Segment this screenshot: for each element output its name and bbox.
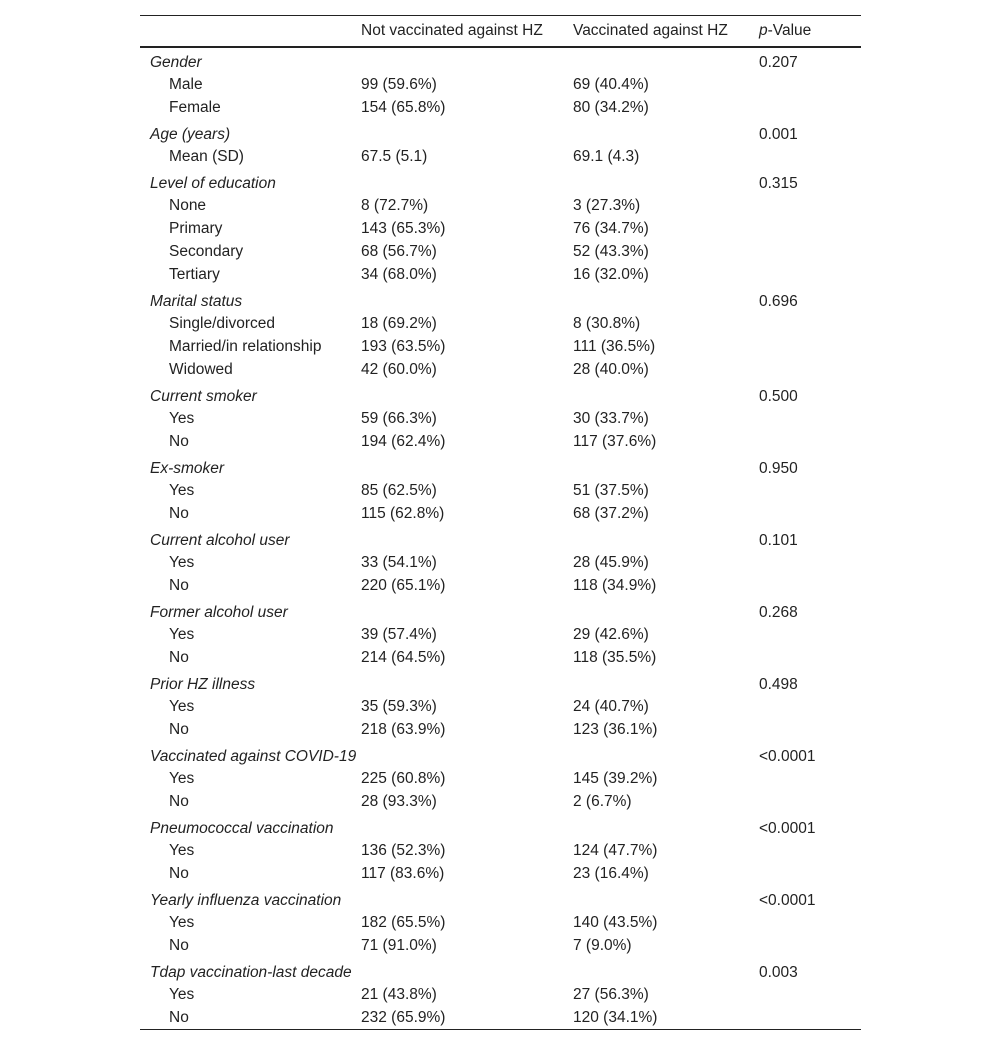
vaccinated-value: 118 (34.9%) — [573, 576, 657, 594]
row-label: Male — [169, 75, 203, 93]
empty-cell — [573, 957, 759, 983]
group-row — [140, 119, 861, 145]
row-label: No — [169, 576, 189, 594]
table-row — [140, 73, 861, 96]
p-value: 0.950 — [759, 460, 798, 477]
empty-cell — [759, 934, 861, 957]
not-vaccinated-value: 214 (64.5%) — [361, 648, 446, 666]
empty-cell — [573, 597, 759, 623]
group-row — [140, 669, 861, 695]
empty-cell — [759, 240, 861, 263]
table-row — [140, 862, 861, 885]
vaccinated-value: 68 (37.2%) — [573, 504, 649, 522]
empty-cell — [361, 286, 573, 312]
empty-cell — [759, 646, 861, 669]
row-label: Yes — [169, 697, 195, 715]
table-header — [140, 16, 861, 48]
vaccinated-value: 123 (36.1%) — [573, 720, 658, 738]
p-value: 0.101 — [759, 532, 798, 549]
vaccinated-value: 27 (56.3%) — [573, 985, 649, 1003]
empty-cell — [361, 885, 573, 911]
not-vaccinated-value: 182 (65.5%) — [361, 913, 446, 931]
empty-cell — [573, 381, 759, 407]
row-label: No — [169, 648, 189, 666]
table-row — [140, 767, 861, 790]
empty-cell — [361, 453, 573, 479]
empty-cell — [573, 453, 759, 479]
empty-cell — [361, 47, 573, 73]
empty-cell — [573, 669, 759, 695]
row-label: No — [169, 792, 189, 810]
vaccinated-value: 28 (40.0%) — [573, 360, 649, 378]
characteristics-table — [140, 15, 861, 1030]
group-label: Marital status — [150, 293, 243, 310]
row-label: Yes — [169, 913, 195, 931]
not-vaccinated-value: 34 (68.0%) — [361, 265, 437, 283]
empty-cell — [361, 741, 573, 767]
group-row — [140, 381, 861, 407]
empty-cell — [573, 741, 759, 767]
p-value: 0.003 — [759, 964, 798, 981]
not-vaccinated-value: 232 (65.9%) — [361, 1008, 446, 1026]
empty-cell — [573, 885, 759, 911]
not-vaccinated-value: 154 (65.8%) — [361, 98, 446, 116]
not-vaccinated-value: 39 (57.4%) — [361, 625, 437, 643]
empty-cell — [573, 168, 759, 194]
group-label: Ex-smoker — [150, 460, 225, 477]
group-label: Gender — [150, 54, 202, 71]
group-row — [140, 168, 861, 194]
p-value: 0.207 — [759, 54, 798, 71]
table-row — [140, 718, 861, 741]
table-row — [140, 145, 861, 168]
not-vaccinated-value: 59 (66.3%) — [361, 409, 437, 427]
vaccinated-value: 23 (16.4%) — [573, 864, 649, 882]
not-vaccinated-value: 85 (62.5%) — [361, 481, 437, 499]
row-label: Secondary — [169, 242, 244, 260]
not-vaccinated-value: 8 (72.7%) — [361, 196, 429, 214]
table-row — [140, 358, 861, 381]
row-label: Yes — [169, 409, 195, 427]
vaccinated-value: 29 (42.6%) — [573, 625, 649, 643]
p-value: <0.0001 — [759, 892, 816, 909]
empty-cell — [759, 358, 861, 381]
row-label: No — [169, 504, 189, 522]
empty-cell — [759, 96, 861, 119]
empty-cell — [759, 862, 861, 885]
vaccinated-value: 145 (39.2%) — [573, 769, 658, 787]
empty-cell — [759, 790, 861, 813]
empty-cell — [759, 839, 861, 862]
vaccinated-value: 16 (32.0%) — [573, 265, 649, 283]
row-label: Yes — [169, 481, 195, 499]
empty-cell — [759, 312, 861, 335]
empty-cell — [361, 669, 573, 695]
not-vaccinated-value: 99 (59.6%) — [361, 75, 437, 93]
group-row — [140, 885, 861, 911]
vaccinated-value: 8 (30.8%) — [573, 314, 641, 332]
row-label: Tertiary — [169, 265, 220, 283]
empty-cell — [759, 718, 861, 741]
empty-cell — [361, 168, 573, 194]
group-row — [140, 525, 861, 551]
empty-cell — [759, 1006, 861, 1030]
vaccinated-value: 3 (27.3%) — [573, 196, 641, 214]
not-vaccinated-value: 42 (60.0%) — [361, 360, 437, 378]
empty-cell — [759, 623, 861, 646]
empty-cell — [361, 597, 573, 623]
not-vaccinated-value: 33 (54.1%) — [361, 553, 437, 571]
row-label: Mean (SD) — [169, 147, 244, 165]
table-row — [140, 695, 861, 718]
group-row — [140, 47, 861, 73]
empty-cell — [759, 217, 861, 240]
empty-cell — [759, 479, 861, 502]
table-row — [140, 983, 861, 1006]
row-label: Primary — [169, 219, 223, 237]
not-vaccinated-value: 143 (65.3%) — [361, 219, 446, 237]
group-label: Age (years) — [150, 126, 231, 143]
group-label: Vaccinated against COVID-19 — [150, 748, 357, 765]
vaccinated-value: 117 (37.6%) — [573, 432, 657, 450]
header-variable — [140, 16, 361, 48]
vaccinated-value: 69.1 (4.3) — [573, 147, 640, 165]
row-label: Widowed — [169, 360, 233, 378]
table-row — [140, 407, 861, 430]
header-row — [140, 16, 861, 48]
vaccinated-value: 80 (34.2%) — [573, 98, 649, 116]
not-vaccinated-value: 194 (62.4%) — [361, 432, 446, 450]
group-label: Prior HZ illness — [150, 676, 256, 693]
group-label: Tdap vaccination-last decade — [150, 964, 352, 981]
table-row — [140, 790, 861, 813]
group-label: Current alcohol user — [150, 532, 290, 549]
not-vaccinated-value: 225 (60.8%) — [361, 769, 446, 787]
table-row — [140, 623, 861, 646]
table-row — [140, 263, 861, 286]
p-value: 0.500 — [759, 388, 798, 405]
row-label: No — [169, 1008, 189, 1026]
empty-cell — [759, 194, 861, 217]
vaccinated-value: 51 (37.5%) — [573, 481, 649, 499]
empty-cell — [759, 574, 861, 597]
empty-cell — [759, 983, 861, 1006]
empty-cell — [573, 119, 759, 145]
row-label: Female — [169, 98, 221, 116]
empty-cell — [361, 525, 573, 551]
vaccinated-value: 7 (9.0%) — [573, 936, 632, 954]
empty-cell — [361, 119, 573, 145]
empty-cell — [759, 911, 861, 934]
table-row — [140, 839, 861, 862]
group-row — [140, 741, 861, 767]
p-value: 0.696 — [759, 293, 798, 310]
p-value: <0.0001 — [759, 820, 816, 837]
row-label: No — [169, 864, 189, 882]
p-value: 0.001 — [759, 126, 798, 143]
empty-cell — [759, 73, 861, 96]
group-label: Current smoker — [150, 388, 257, 405]
row-label: Yes — [169, 553, 195, 571]
group-label: Yearly influenza vaccination — [150, 892, 342, 909]
vaccinated-value: 111 (36.5%) — [573, 337, 656, 355]
table-row — [140, 646, 861, 669]
vaccinated-value: 2 (6.7%) — [573, 792, 632, 810]
table-row — [140, 934, 861, 957]
not-vaccinated-value: 68 (56.7%) — [361, 242, 437, 260]
p-value: 0.315 — [759, 175, 798, 192]
row-label: No — [169, 432, 189, 450]
row-label: Married/in relationship — [169, 337, 322, 355]
group-row — [140, 286, 861, 312]
empty-cell — [759, 502, 861, 525]
group-row — [140, 957, 861, 983]
row-label: Single/divorced — [169, 314, 275, 332]
header-p-rest: -Value — [767, 22, 812, 39]
header-not-vaccinated: Not vaccinated against HZ — [361, 22, 543, 39]
vaccinated-value: 118 (35.5%) — [573, 648, 657, 666]
group-label: Pneumococcal vaccination — [150, 820, 334, 837]
table-row — [140, 194, 861, 217]
empty-cell — [759, 695, 861, 718]
empty-cell — [759, 430, 861, 453]
vaccinated-value: 120 (34.1%) — [573, 1008, 658, 1026]
row-label: Yes — [169, 841, 195, 859]
row-label: None — [169, 196, 207, 214]
table-row — [140, 430, 861, 453]
table-row — [140, 911, 861, 934]
empty-cell — [759, 767, 861, 790]
empty-cell — [361, 813, 573, 839]
not-vaccinated-value: 21 (43.8%) — [361, 985, 437, 1003]
characteristics-table-container — [140, 15, 861, 1030]
group-row — [140, 813, 861, 839]
table-row — [140, 217, 861, 240]
empty-cell — [759, 145, 861, 168]
header-vaccinated: Vaccinated against HZ — [573, 22, 728, 39]
empty-cell — [759, 551, 861, 574]
not-vaccinated-value: 117 (83.6%) — [361, 864, 445, 882]
table-row — [140, 1006, 861, 1030]
table-row — [140, 551, 861, 574]
table-row — [140, 96, 861, 119]
vaccinated-value: 24 (40.7%) — [573, 697, 649, 715]
group-label: Former alcohol user — [150, 604, 288, 621]
vaccinated-value: 124 (47.7%) — [573, 841, 658, 859]
vaccinated-value: 30 (33.7%) — [573, 409, 649, 427]
header-p-italic: p — [759, 22, 768, 39]
not-vaccinated-value: 193 (63.5%) — [361, 337, 446, 355]
row-label: Yes — [169, 769, 195, 787]
empty-cell — [361, 381, 573, 407]
not-vaccinated-value: 35 (59.3%) — [361, 697, 437, 715]
empty-cell — [759, 263, 861, 286]
row-label: Yes — [169, 985, 195, 1003]
row-label: No — [169, 720, 189, 738]
table-row — [140, 240, 861, 263]
vaccinated-value: 76 (34.7%) — [573, 219, 649, 237]
vaccinated-value: 52 (43.3%) — [573, 242, 649, 260]
group-label: Level of education — [150, 175, 276, 192]
not-vaccinated-value: 18 (69.2%) — [361, 314, 437, 332]
row-label: No — [169, 936, 189, 954]
not-vaccinated-value: 136 (52.3%) — [361, 841, 446, 859]
row-label: Yes — [169, 625, 195, 643]
not-vaccinated-value: 28 (93.3%) — [361, 792, 437, 810]
not-vaccinated-value: 218 (63.9%) — [361, 720, 446, 738]
empty-cell — [361, 957, 573, 983]
p-value: <0.0001 — [759, 748, 816, 765]
not-vaccinated-value: 67.5 (5.1) — [361, 147, 428, 165]
group-row — [140, 453, 861, 479]
empty-cell — [759, 407, 861, 430]
empty-cell — [573, 47, 759, 73]
not-vaccinated-value: 71 (91.0%) — [361, 936, 437, 954]
table-row — [140, 312, 861, 335]
table-row — [140, 479, 861, 502]
table-row — [140, 502, 861, 525]
p-value: 0.268 — [759, 604, 798, 621]
empty-cell — [759, 335, 861, 358]
empty-cell — [573, 286, 759, 312]
empty-cell — [573, 525, 759, 551]
header-p-value — [759, 16, 861, 48]
vaccinated-value: 28 (45.9%) — [573, 553, 649, 571]
empty-cell — [573, 813, 759, 839]
vaccinated-value: 140 (43.5%) — [573, 913, 658, 931]
vaccinated-value: 69 (40.4%) — [573, 75, 649, 93]
not-vaccinated-value: 220 (65.1%) — [361, 576, 446, 594]
not-vaccinated-value: 115 (62.8%) — [361, 504, 445, 522]
group-row — [140, 597, 861, 623]
table-row — [140, 574, 861, 597]
p-value: 0.498 — [759, 676, 798, 693]
table-body — [140, 47, 861, 1030]
table-row — [140, 335, 861, 358]
